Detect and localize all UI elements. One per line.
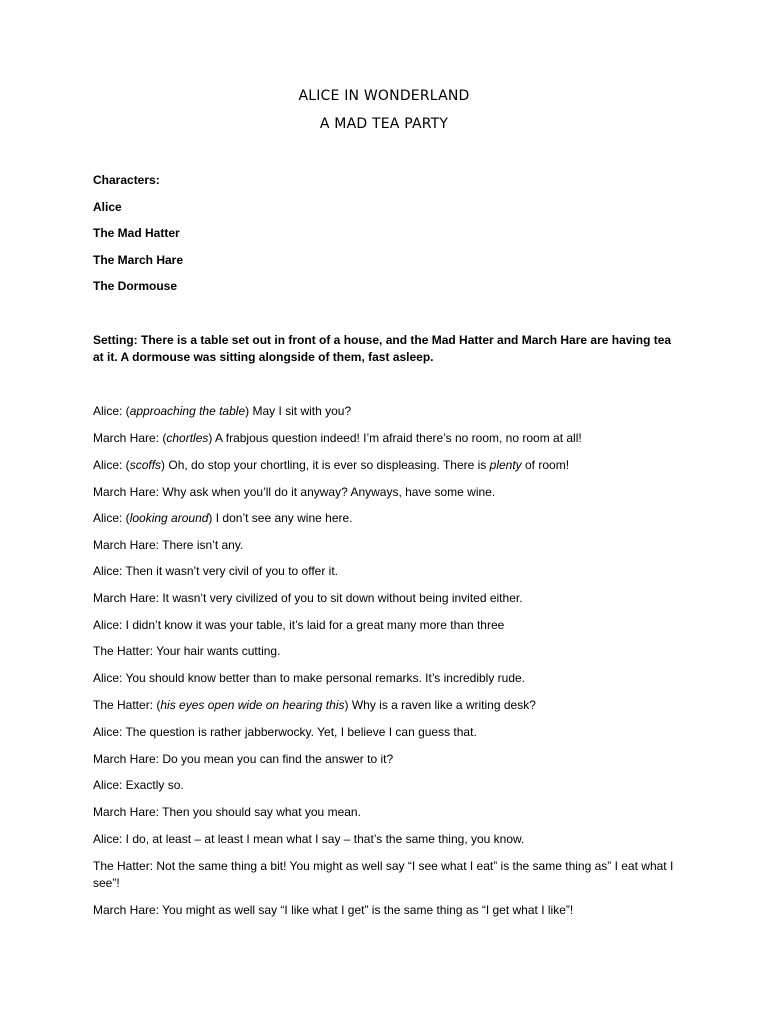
dialogue-line — [93, 430, 683, 447]
stage-direction: approaching the table — [129, 404, 246, 418]
stage-direction: plenty — [489, 458, 522, 472]
setting-paragraph: Setting: There is a table set out in front of a house, and the Mad Hatter and March Hare are having tea at it. A dormouse was sitting alongside of them, fast asleep. — [93, 333, 672, 364]
stage-direction: his eyes open wide on hearing this — [160, 698, 345, 712]
dialogue-text: of room! — [521, 458, 570, 472]
dialogue-text: March Hare: Then you should say what you mean. — [93, 805, 361, 819]
characters-heading: Characters: — [93, 173, 160, 187]
dialogue-text: Alice: You should know better than to make personal remarks. It’s incredibly rude. — [93, 671, 526, 685]
dialogue-text: ) A frabjous question indeed! I’m afraid there’s no room, no room at all! — [208, 431, 582, 445]
dialogue-line — [93, 457, 683, 474]
dialogue-text: ) Oh, do stop your chortling, it is ever so displeasing. There is — [161, 458, 490, 472]
dialogue-text: Alice: The question is rather jabberwocky. Yet, I believe I can guess that. — [93, 725, 477, 739]
dialogue-line — [93, 751, 683, 768]
stage-direction: chortles — [166, 431, 209, 445]
dialogue-line — [93, 484, 683, 501]
dialogue-text: The Hatter: ( — [93, 698, 161, 712]
dialogue-text: Alice: ( — [93, 404, 130, 418]
character-name: The March Hare — [93, 253, 184, 267]
dialogue-text: ) I don’t see any wine here. — [208, 511, 353, 525]
dialogue-text: Alice: I do, at least – at least I mean what I say – that’s the same thing, you know. — [93, 832, 525, 846]
dialogue-line — [93, 902, 683, 919]
dialogue-text: ) May I sit with you? — [245, 404, 352, 418]
character-name: The Dormouse — [93, 279, 178, 293]
document-title: ALICE IN WONDERLAND — [298, 88, 470, 104]
dialogue-line — [93, 804, 683, 821]
dialogue-line — [93, 537, 683, 554]
dialogue-text: Alice: Then it wasn’t very civil of you to offer it. — [93, 564, 338, 578]
dialogue-text: The Hatter: Your hair wants cutting. — [93, 644, 281, 658]
dialogue-line — [93, 403, 683, 420]
dialogue-text: Alice: ( — [93, 511, 130, 525]
dialogue-text: March Hare: Why ask when you’ll do it anyway? Anyways, have some wine. — [93, 485, 496, 499]
character-name: The Mad Hatter — [93, 226, 180, 240]
dialogue-text: March Hare: It wasn’t very civilized of you to sit down without being invited either. — [93, 591, 523, 605]
dialogue-text: Alice: Exactly so. — [93, 778, 184, 792]
dialogue-line — [93, 510, 683, 527]
dialogue-line — [93, 858, 683, 892]
dialogue-text: ) Why is a raven like a writing desk? — [344, 698, 536, 712]
dialogue-line — [93, 670, 683, 687]
dialogue-line — [93, 563, 683, 580]
dialogue-line — [93, 724, 683, 741]
dialogue-line — [93, 697, 683, 714]
dialogue-text: Alice: ( — [93, 458, 130, 472]
dialogue-line — [93, 617, 683, 634]
document-subtitle: A MAD TEA PARTY — [319, 116, 449, 132]
stage-direction: looking around — [129, 511, 209, 525]
dialogue-line — [93, 590, 683, 607]
dialogue-text: March Hare: Do you mean you can find the answer to it? — [93, 752, 394, 766]
dialogue-line — [93, 777, 683, 794]
stage-direction: scoffs — [129, 458, 162, 472]
dialogue-text: March Hare: You might as well say “I like what I get” is the same thing as “I get what I like”! — [93, 903, 574, 917]
dialogue-text: Alice: I didn’t know it was your table, it’s laid for a great many more than three — [93, 618, 505, 632]
dialogue-line — [93, 643, 683, 660]
dialogue-line — [93, 831, 683, 848]
character-name: Alice — [93, 200, 122, 214]
dialogue-text: March Hare: ( — [93, 431, 167, 445]
dialogue-text: March Hare: There isn’t any. — [93, 538, 244, 552]
dialogue-text: The Hatter: Not the same thing a bit! You might as well say “I see what I eat” is the same thing as” I eat what I see”! — [93, 859, 674, 890]
